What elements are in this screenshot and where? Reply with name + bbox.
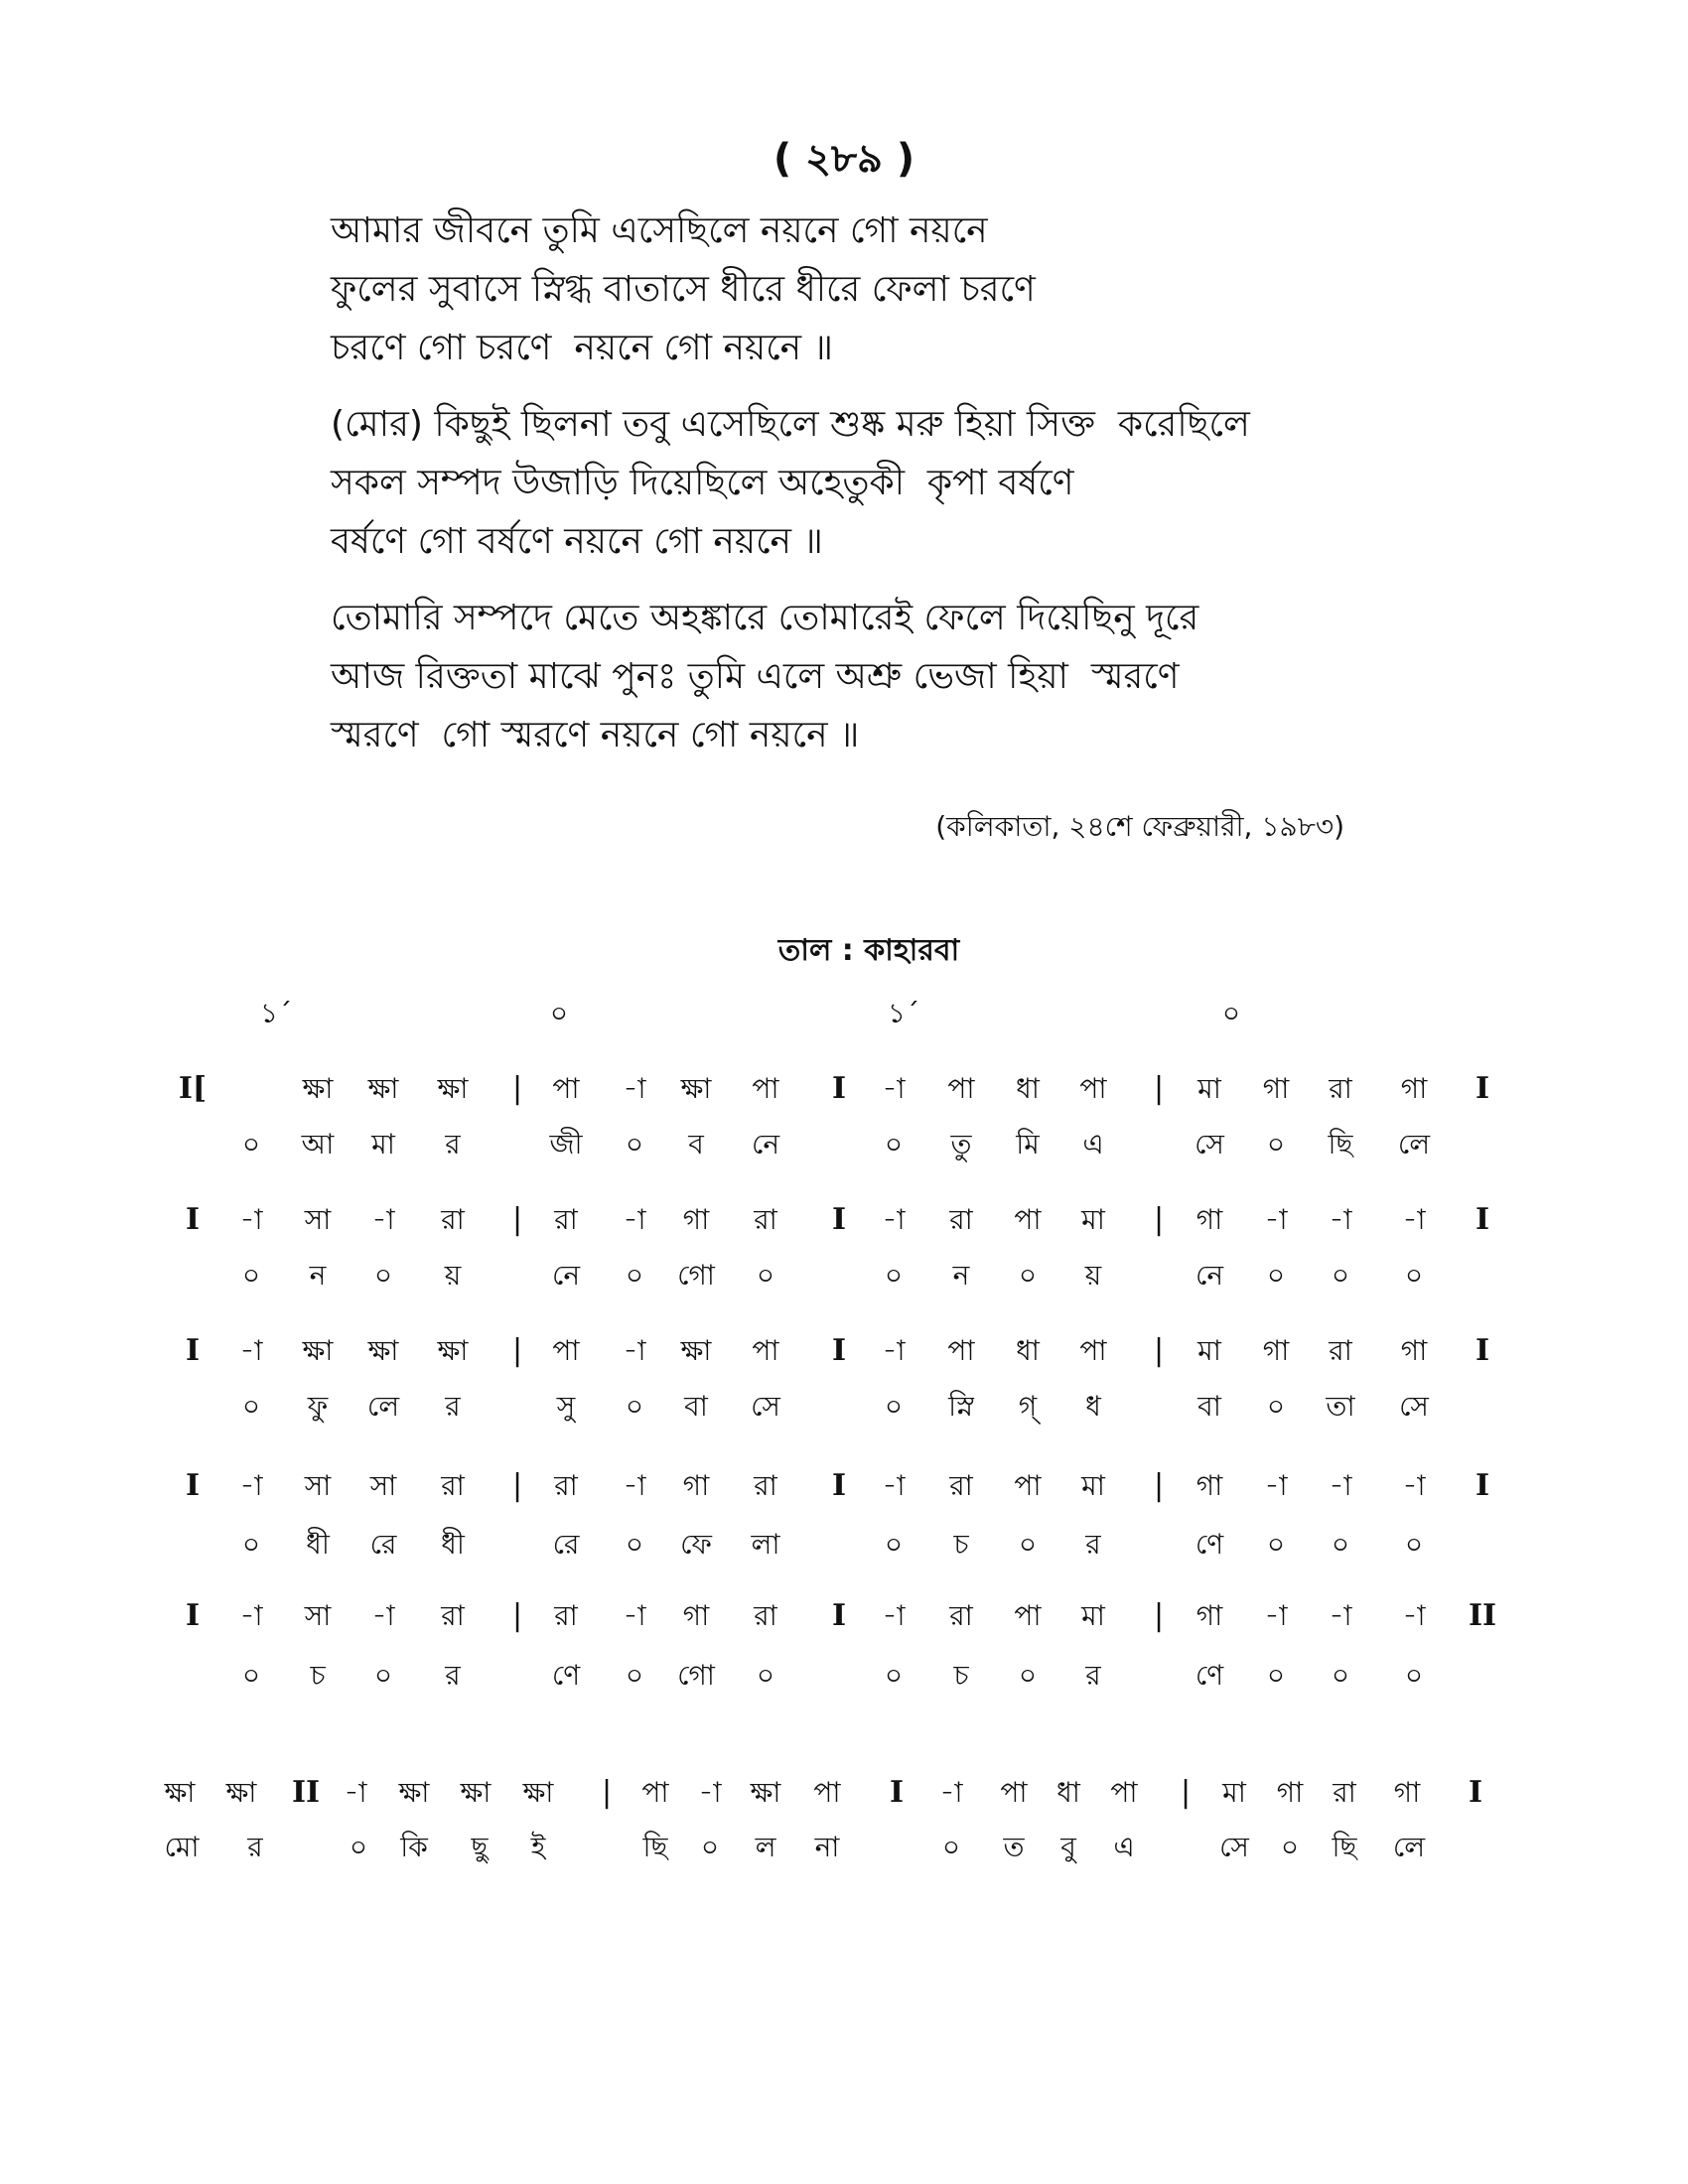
lyric-syllable: আ [301,1128,335,1160]
swara-note: রা [754,1599,777,1632]
lyric-syllable: ন [952,1259,970,1292]
beat-marker: ১´ [887,997,920,1029]
swara-note: -া [1329,1599,1352,1632]
lyric-syllable: স্নি [948,1390,974,1423]
swara-note: গা [1262,1072,1290,1105]
lyric-syllable: নে [751,1128,780,1160]
lyric-syllable: র [445,1390,461,1423]
barline: | [511,1598,523,1633]
barline: I [831,1598,847,1633]
swara-note: পা [947,1072,975,1105]
swara-note: গা [1196,1599,1223,1632]
swara-note: -া [371,1203,395,1236]
swara-note: পা [552,1334,580,1367]
lyric-syllable: সু [556,1390,576,1423]
swara-note: ক্ষা [460,1776,492,1809]
barline: | [1180,1775,1192,1810]
lyric-syllable: ০ [941,1831,961,1863]
swara-note: রা [554,1469,578,1502]
lyric-syllable: ব [688,1128,704,1160]
lyric-syllable: সে [751,1390,780,1423]
swara-note: -া [698,1776,722,1809]
notation-lyric-row [0,1125,1688,1164]
lyric-syllable: লে [1392,1831,1426,1863]
lyric-syllable: ০ [241,1259,261,1292]
barline: I [185,1333,201,1368]
swara-note: -া [1329,1469,1352,1502]
swara-note: -া [1402,1203,1426,1236]
swara-note: মা [1081,1599,1105,1632]
swara-note: মা [1197,1334,1221,1367]
lyric-syllable: রে [552,1528,580,1561]
notation-lyric-row [0,1828,1688,1867]
barline: I [831,1071,847,1106]
swara-note: -া [882,1469,906,1502]
barline: | [511,1202,523,1237]
swara-note: ক্ষা [367,1334,399,1367]
swara-note: পা [1000,1776,1028,1809]
lyric-syllable: চ [953,1659,969,1692]
barline: | [511,1333,523,1368]
barline: | [511,1071,523,1106]
lyric-syllable: ন [309,1259,327,1292]
swara-note: ক্ষা [398,1776,430,1809]
lyric-syllable: ল [755,1831,776,1863]
swara-note: -া [882,1203,906,1236]
swara-note: রা [1333,1776,1356,1809]
lyric-syllable: ০ [373,1259,393,1292]
barline: II [1468,1598,1497,1633]
barline: | [1153,1071,1165,1106]
notation-swara-row [0,1596,1688,1636]
lyric-syllable: এ [1113,1831,1135,1863]
lyric-syllable: রে [369,1528,397,1561]
barline: I [185,1598,201,1633]
swara-note: গা [1400,1072,1428,1105]
lyric-line: স্মরণে গো স্মরণে নয়নে গো নয়নে ॥ [331,715,860,755]
lyric-syllable: ০ [1331,1259,1350,1292]
swara-note: -া [623,1599,646,1632]
beat-marker: ০ [549,997,569,1029]
lyric-syllable: লে [366,1390,400,1423]
swara-note: -া [623,1072,646,1105]
swara-note: গা [682,1203,710,1236]
swara-note: রা [554,1599,578,1632]
lyric-syllable: র [1085,1528,1101,1561]
swara-note: -া [239,1334,263,1367]
swara-note: মা [1222,1776,1246,1809]
barline: | [1153,1202,1165,1237]
lyric-syllable: ০ [241,1528,261,1561]
lyric-syllable: ০ [884,1259,904,1292]
lyric-syllable: ০ [1018,1659,1038,1692]
swara-note: -া [623,1469,646,1502]
swara-note: ধা [1016,1334,1040,1367]
lyric-syllable: ০ [1404,1259,1424,1292]
lyric-syllable: মি [1016,1128,1040,1160]
lyric-syllable: ০ [756,1659,775,1692]
lyric-syllable: না [814,1831,840,1863]
lyric-syllable: ০ [241,1128,261,1160]
swara-note: রা [754,1203,777,1236]
lyric-syllable: ০ [373,1659,393,1692]
swara-note: পা [752,1334,779,1367]
lyric-syllable: লে [1397,1128,1431,1160]
notation-swara-row [0,1069,1688,1109]
lyric-syllable: ০ [1266,1390,1286,1423]
swara-note: সা [304,1469,332,1502]
taal-heading: তাল : কাহারবা [777,933,960,968]
swara-note: -া [1264,1203,1288,1236]
swara-note: -া [239,1469,263,1502]
beat-marker: ১´ [259,997,293,1029]
lyric-syllable: ফু [307,1390,329,1423]
lyric-syllable: ০ [1331,1528,1350,1561]
lyric-syllable: ০ [1018,1528,1038,1561]
lyric-line: সকল সম্পদ উজাড়ি দিয়েছিলে অহেতুকী কৃপা বর্ষণে [331,463,1074,503]
lyric-line: ফুলের সুবাসে স্নিগ্ধ বাতাসে ধীরে ধীরে ফেলা চরণে [331,269,1036,310]
swara-note: -া [344,1776,367,1809]
swara-note: পা [641,1776,669,1809]
swara-note: ক্ষা [750,1776,781,1809]
lyric-syllable: ০ [241,1659,261,1692]
swara-note: ক্ষা [164,1776,196,1809]
lyric-syllable: ণে [1195,1659,1224,1692]
lyric-syllable: য় [1084,1259,1102,1292]
swara-note: পা [947,1334,975,1367]
barline: I [889,1775,905,1810]
barline: | [1153,1333,1165,1368]
lyric-syllable: ০ [884,1659,904,1692]
lyric-syllable: ছু [471,1831,489,1863]
lyric-syllable: ফে [680,1528,712,1561]
lyric-syllable: র [1085,1659,1101,1692]
lyric-syllable: ০ [625,1528,644,1561]
lyric-syllable: ০ [700,1831,720,1863]
lyric-syllable: ধী [441,1528,465,1561]
swara-note: -া [371,1599,395,1632]
lyric-syllable: বা [1197,1390,1221,1423]
lyric-line: তোমারি সম্পদে মেতে অহঙ্কারে তোমারেই ফেলে দিয়েছিনু দূরে [331,598,1199,638]
swara-note: পা [1110,1776,1138,1809]
lyric-syllable: র [445,1659,461,1692]
swara-note: -া [882,1072,906,1105]
swara-note: -া [1402,1599,1426,1632]
lyric-syllable: চ [310,1659,326,1692]
barline: I [185,1202,201,1237]
swara-note: ক্ষা [522,1776,554,1809]
lyric-syllable: ০ [625,1390,644,1423]
barline: I[ [178,1071,208,1106]
lyric-syllable: গো [677,1259,715,1292]
swara-note: ক্ষা [367,1072,399,1105]
swara-note: গা [1400,1334,1428,1367]
lyric-line: চরণে গো চরণে নয়নে গো নয়নে ॥ [331,328,833,368]
swara-note: মা [1081,1203,1105,1236]
swara-note: রা [441,1599,465,1632]
notation-swara-row [0,1466,1688,1506]
lyric-syllable: ০ [1266,1528,1286,1561]
barline: I [1468,1775,1483,1810]
lyric-syllable: লা [751,1528,780,1561]
swara-note: -া [239,1599,263,1632]
lyric-syllable: তু [950,1128,972,1160]
swara-note: গা [1276,1776,1304,1809]
swara-note: পা [552,1072,580,1105]
lyric-syllable: এ [1082,1128,1104,1160]
swara-note: মা [1081,1469,1105,1502]
swara-note: রা [949,1599,973,1632]
barline: I [831,1202,847,1237]
lyric-line: আজ রিক্ততা মাঝে পুনঃ তুমি এলে অশ্রু ভেজা হিয়া স্মরণে [331,656,1180,697]
barline: I [1475,1202,1490,1237]
swara-note: -া [882,1599,906,1632]
lyric-syllable: ০ [241,1390,261,1423]
notation-lyric-row [0,1256,1688,1296]
lyric-syllable: ই [530,1831,546,1863]
lyric-syllable: ০ [884,1128,904,1160]
lyric-syllable: ০ [1266,1259,1286,1292]
swara-note: গা [1393,1776,1421,1809]
swara-note: ক্ষা [302,1334,334,1367]
lyric-syllable: র [445,1128,461,1160]
swara-note: ক্ষা [680,1072,712,1105]
swara-note: পা [1014,1469,1042,1502]
swara-note: -া [1264,1599,1288,1632]
lyric-syllable: ণে [551,1659,581,1692]
lyric-syllable: সে [1195,1128,1224,1160]
lyric-syllable: ত [1003,1831,1025,1863]
swara-note: -া [623,1203,646,1236]
lyric-syllable: ০ [884,1528,904,1561]
lyric-syllable: বা [684,1390,708,1423]
swara-note: ক্ষা [680,1334,712,1367]
swara-note: গা [1196,1469,1223,1502]
swara-note: -া [623,1334,646,1367]
lyric-syllable: ছি [1328,1128,1353,1160]
lyric-syllable: র [247,1831,263,1863]
lyric-syllable: ০ [1018,1259,1038,1292]
lyric-syllable: ০ [625,1659,644,1692]
swara-note: সা [304,1203,332,1236]
swara-note: পা [752,1072,779,1105]
swara-note: গা [1196,1203,1223,1236]
swara-note: পা [1014,1203,1042,1236]
lyric-syllable: ধ [1085,1390,1101,1423]
barline: I [831,1333,847,1368]
lyric-syllable: সে [1219,1831,1249,1863]
swara-note: গা [682,1469,710,1502]
lyric-syllable: ণে [1195,1528,1224,1561]
swara-note: ক্ষা [437,1072,469,1105]
swara-note: গা [1262,1334,1290,1367]
swara-note: -া [1402,1469,1426,1502]
barline: I [185,1468,201,1503]
lyric-syllable: ০ [1266,1128,1286,1160]
lyric-syllable: মা [371,1128,395,1160]
barline: I [831,1468,847,1503]
swara-note: ধা [1056,1776,1080,1809]
lyric-syllable: মো [164,1831,200,1863]
lyric-syllable: ০ [349,1831,368,1863]
swara-note: মা [1197,1072,1221,1105]
swara-note: ক্ষা [437,1334,469,1367]
lyric-line: বর্ষণে গো বর্ষণে নয়নে গো নয়নে ॥ [331,521,823,562]
barline: | [1153,1598,1165,1633]
lyric-syllable: জী [549,1128,583,1160]
lyric-syllable: ছি [1332,1831,1357,1863]
swara-note: রা [1329,1072,1352,1105]
place-date: (কলিকাতা, ২৪শে ফেব্রুয়ারী, ১৯৮৩) [935,810,1344,843]
lyric-syllable: ০ [1266,1659,1286,1692]
barline: | [1153,1468,1165,1503]
notation-swara-row [0,1200,1688,1240]
barline: | [601,1775,613,1810]
lyric-syllable: ছি [642,1831,668,1863]
lyric-syllable: গো [677,1659,715,1692]
lyric-syllable: ০ [1404,1528,1424,1561]
swara-note: সা [369,1469,397,1502]
lyric-syllable: ০ [756,1259,775,1292]
swara-note: রা [554,1203,578,1236]
barline: I [1475,1333,1490,1368]
swara-note: পা [1079,1334,1107,1367]
swara-note: ধা [1016,1072,1040,1105]
swara-note: -া [1264,1469,1288,1502]
swara-note: গা [682,1599,710,1632]
swara-note: পা [813,1776,841,1809]
lyric-syllable: ০ [625,1128,644,1160]
page-number: ( ২৮৯ ) [773,136,915,182]
lyric-syllable: ধী [306,1528,330,1561]
swara-note: পা [1079,1072,1107,1105]
beat-marker: ০ [1221,997,1241,1029]
lyric-syllable: য় [444,1259,462,1292]
swara-note: পা [1014,1599,1042,1632]
notation-lyric-row [0,1525,1688,1565]
lyric-syllable: ০ [884,1390,904,1423]
lyric-syllable: গ্ [1018,1390,1038,1423]
lyric-syllable: বু [1060,1831,1076,1863]
swara-note: -া [239,1203,263,1236]
lyric-syllable: ০ [1404,1659,1424,1692]
lyric-syllable: নে [551,1259,581,1292]
lyric-line: (মোর) কিছুই ছিলনা তবু এসেছিলে শুষ্ক মরু হিয়া সিক্ত করেছিলে [331,404,1250,445]
lyric-syllable: ০ [625,1259,644,1292]
lyric-syllable: চ [953,1528,969,1561]
swara-note: রা [441,1469,465,1502]
swara-note: ক্ষা [225,1776,257,1809]
lyric-syllable: কি [400,1831,428,1863]
swara-note: রা [949,1203,973,1236]
lyric-syllable: নে [1195,1259,1224,1292]
swara-note: রা [441,1203,465,1236]
swara-note: রা [1329,1334,1352,1367]
swara-note: -া [882,1334,906,1367]
lyric-syllable: ০ [1331,1659,1350,1692]
barline: | [511,1468,523,1503]
swara-note: রা [949,1469,973,1502]
barline: II [291,1775,321,1810]
barline: I [1475,1071,1490,1106]
swara-note: -া [1329,1203,1352,1236]
barline: I [1475,1468,1490,1503]
swara-note: ক্ষা [302,1072,334,1105]
lyric-syllable: তা [1326,1390,1355,1423]
lyric-syllable: ০ [1280,1831,1300,1863]
lyric-line: আমার জীবনে তুমি এসেছিলে নয়নে গো নয়নে [331,210,988,251]
notation-lyric-row [0,1656,1688,1696]
swara-note: রা [754,1469,777,1502]
swara-note: সা [304,1599,332,1632]
lyric-syllable: সে [1399,1390,1429,1423]
notation-lyric-row [0,1387,1688,1427]
swara-note: -া [939,1776,963,1809]
notation-swara-row [0,1773,1688,1813]
notation-swara-row [0,1331,1688,1371]
